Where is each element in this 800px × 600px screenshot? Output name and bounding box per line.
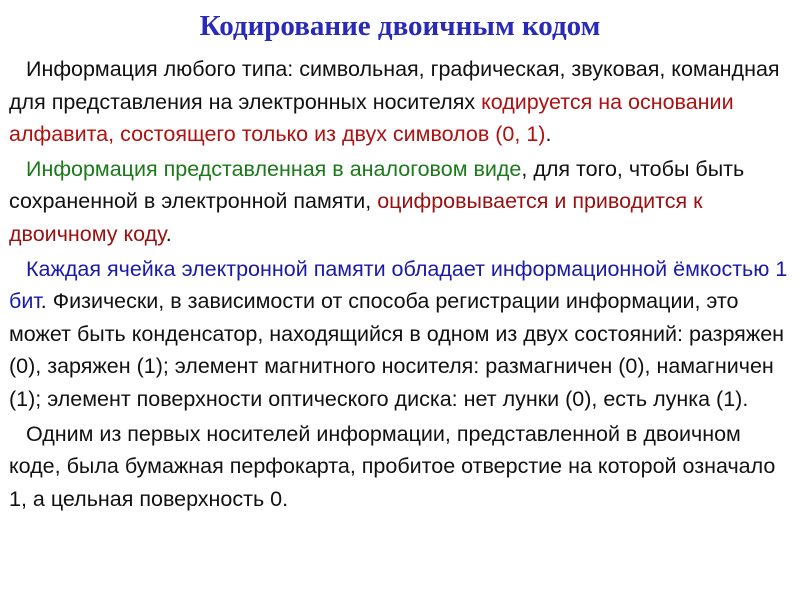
paragraph-1-end: . <box>545 122 552 147</box>
paragraph-encoding <box>9 53 793 151</box>
paragraph-4-text: Одним из первых носителей информации, представленной в двоичном коде, была бумажная перфокарта, пробитое отверстие на которой означало 1, а цельная поверхность 0. <box>9 421 776 511</box>
paragraph-analog <box>9 153 793 251</box>
slide-title: Кодирование двоичным кодом <box>199 10 601 42</box>
paragraph-2-end: . <box>165 221 172 246</box>
paragraph-1-highlight: кодируется на основании алфавита, состоящего только из двух символов (0, 1) <box>9 89 734 147</box>
paragraph-1-text: Информация любого типа: символьная, графическая, звуковая, командная для представления на электронных носителях <box>9 57 780 114</box>
paragraph-punch-card <box>9 418 793 516</box>
slide-body <box>9 53 793 517</box>
paragraph-2-green: Информация представленная в аналоговом виде <box>26 156 522 181</box>
paragraph-3-text: . Физически, в зависимости от способа регистрации информации, это может быть конденсатор, находящийся в одном из двух состояний: разряжен (0), заряжен (1); элемент магнитного носителя: размагничен (0), намагничен (1); элемент поверхности оптического диска: нет лунки (0), есть лунка (1). <box>9 289 785 411</box>
paragraph-memory-cell <box>9 253 793 416</box>
paragraph-2-highlight: оцифровывается и приводится к двоичному коду <box>9 189 703 246</box>
paragraph-2-text: , для того, чтобы быть сохраненной в электронной памяти, <box>9 156 745 214</box>
paragraph-3-blue: Каждая ячейка электронной памяти обладает информационной ёмкостью 1 бит <box>9 256 788 314</box>
